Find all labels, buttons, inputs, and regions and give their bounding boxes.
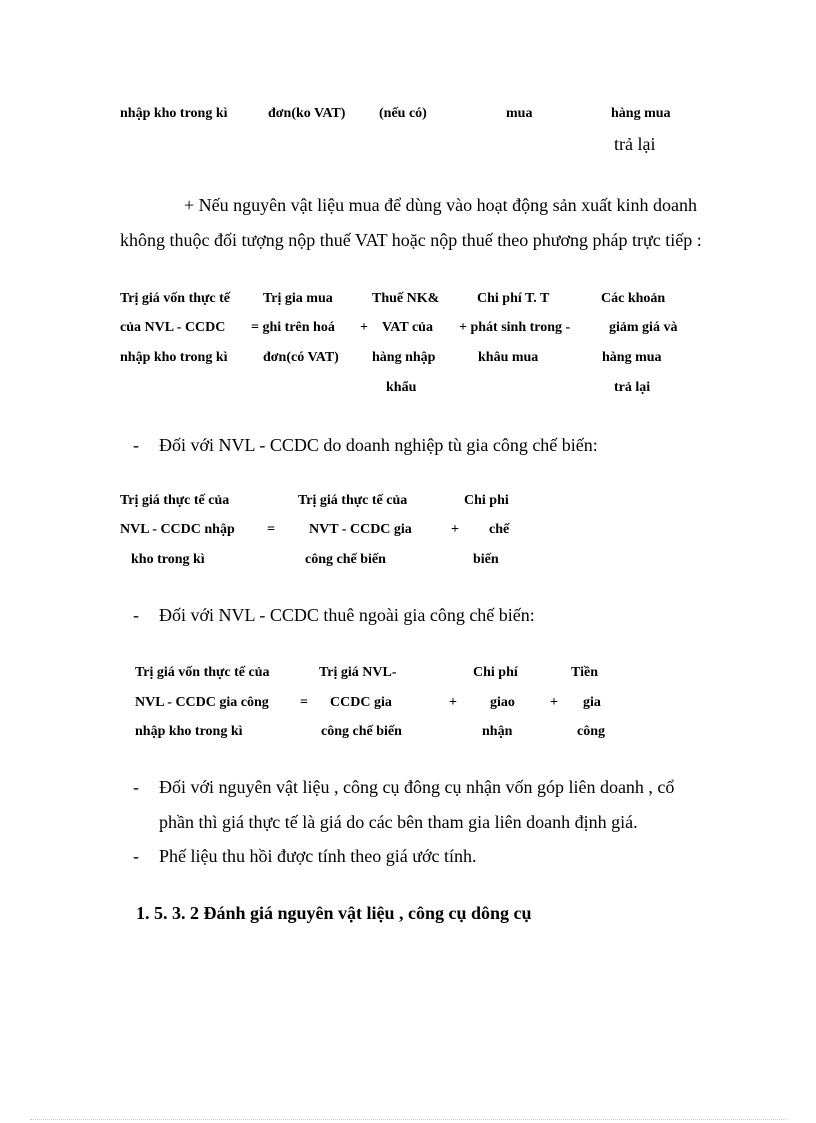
bullet-dash: - — [133, 605, 139, 625]
formula-cell: đơn(có VAT) — [263, 350, 339, 365]
formula-cell: + phát sinh trong - — [459, 320, 571, 335]
formula-cell: hàng mua — [611, 106, 671, 121]
bullet-dash: - — [133, 777, 139, 797]
formula-cell: nhận — [482, 724, 513, 739]
formula-cell: công chế biến — [305, 552, 386, 567]
formula-cell: NVL - CCDC gia công — [135, 695, 269, 710]
bullet-dash: - — [133, 435, 139, 455]
formula-cell: CCDC gia — [330, 695, 392, 710]
paragraph-line: + Nếu nguyên vật liệu mua để dùng vào hoạt động sản xuất kinh doanh — [184, 195, 698, 215]
bullet-text: phần thì giá thực tế là giá do các bên tham gia liên doanh định giá. — [159, 812, 638, 832]
bullet-text: Phế liệu thu hồi được tính theo giá ước tính. — [159, 846, 477, 866]
formula-cell: Trị gia mua — [263, 291, 333, 306]
bullet-dash: - — [133, 846, 139, 866]
formula-operator: + — [449, 695, 457, 710]
formula-cell: Các khoản — [601, 291, 666, 306]
formula-cell: = ghi trên hoá — [251, 320, 335, 335]
formula-cell: nhập kho trong kì — [120, 106, 228, 121]
page-bottom-rule — [30, 1119, 786, 1120]
formula-operator: + — [550, 695, 558, 710]
formula-cell: chế — [489, 522, 510, 537]
formula-operator: = — [267, 522, 275, 537]
formula-cell: biến — [473, 552, 499, 567]
formula-cell: của NVL - CCDC — [120, 320, 226, 335]
formula-cell: đơn(ko VAT) — [268, 106, 346, 121]
formula-cell: công — [577, 724, 605, 739]
formula-cell: Chi phi — [464, 493, 509, 508]
bullet-text: Đối với nguyên vật liệu , công cụ đông cụ nhận vốn góp liên doanh , cổ — [159, 777, 675, 797]
formula-cell: NVT - CCDC gia — [309, 522, 412, 537]
formula-cell: nhập kho trong kì — [120, 350, 228, 365]
formula-cell: công chế biến — [321, 724, 402, 739]
formula-cell: VAT của — [382, 320, 433, 335]
formula-cell: Tiền — [571, 665, 598, 680]
formula-cell: hàng mua — [602, 350, 662, 365]
formula-cell: Chi phí T. T — [477, 291, 550, 306]
formula-cell: kho trong kì — [131, 552, 205, 567]
formula-cell: khâu mua — [478, 350, 539, 365]
formula-cell: Trị giá vốn thực tế — [120, 291, 231, 306]
formula-cell: (nếu có) — [379, 106, 427, 121]
formula-cell: trả lại — [614, 380, 651, 395]
formula-operator: + — [451, 522, 459, 537]
formula-cell: gia — [583, 695, 601, 710]
formula-cell: Trị giá thực tế của — [298, 493, 408, 508]
formula-cell: Trị giá vốn thực tế của — [135, 665, 270, 680]
formula-cell: giảm giá và — [609, 320, 678, 335]
formula-cell: giao — [490, 695, 515, 710]
formula-cell: Trị giá thực tế của — [120, 493, 230, 508]
section-text: Đối với NVL - CCDC do doanh nghiệp tù gia công chế biến: — [159, 435, 598, 455]
section-text: Đối với NVL - CCDC thuê ngoài gia công chế biến: — [159, 605, 535, 625]
formula-cell: NVL - CCDC nhập — [120, 522, 235, 537]
formula-operator: = — [300, 695, 308, 710]
formula-cell: mua — [506, 106, 533, 121]
formula-cell: khẩu — [386, 380, 417, 395]
formula-cell: Thuế NK& — [372, 291, 440, 306]
formula-cell: Chi phí — [473, 665, 518, 680]
formula-cell: Trị giá NVL- — [319, 665, 397, 680]
paragraph-line: không thuộc đối tượng nộp thuế VAT hoặc nộp thuế theo phương pháp trực tiếp : — [120, 230, 702, 250]
section-heading: 1. 5. 3. 2 Đánh giá nguyên vật liệu , công cụ dông cụ — [136, 903, 532, 923]
formula-cell: nhập kho trong kì — [135, 724, 243, 739]
formula-cell: hàng nhập — [372, 350, 436, 365]
formula-cell: trả lại — [614, 134, 656, 154]
formula-operator: + — [360, 320, 368, 335]
